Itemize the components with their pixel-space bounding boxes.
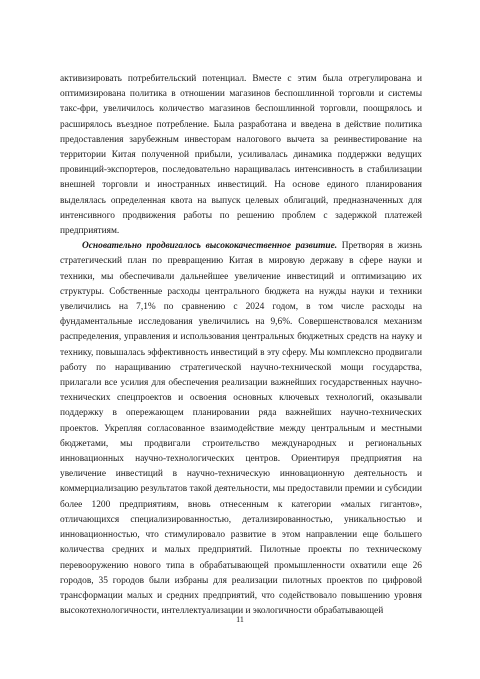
paragraph-text: активизировать потребительский потенциал. Вместе с этим была отрегулирована и оптимизирована политика в отношении магазинов беспошлинной торговли и системы такс-фри, увеличилось количество магазинов беспошлинной торговли, поощрялось и расширялось въездное потребление. Была разработана и введена в действие политика предоставления зарубежным инвесторам налогового вычета за реинвестирование на территории Китая полученной прибыли, усиливалась динамика поддержки ведущих провинций-экспортеров, последовательно наращивалась интенсивность в стабилизации внешней торговли и иностранных инвестиций. На основе единого планирования выделялась определенная квота на выпуск целевых облигаций, предназначенных для интенсивного продвижения работы по решению проблем с задержкой платежей предприятиям. [60, 74, 422, 237]
paragraph-high-quality-development [60, 239, 422, 619]
document-body [60, 72, 422, 619]
paragraph-lead-heading: Основательно продвигалось высококачественное развитие. [82, 241, 338, 252]
page-number: 11 [236, 615, 244, 624]
paragraph-continued [60, 72, 422, 239]
paragraph-text: Претворяя в жизнь стратегический план по превращению Китая в мировую державу в сфере науки и техники, мы обеспечивали дальнейшее увеличение инвестиций и оптимизацию их структуры. Собственные расходы центрального бюджета на нужды науки и техники увеличились на 7,1% по сравнению с 2024 годом, в том числе расходы на фундаментальные исследования увеличились на 9,6%. Совершенствовался механизм распределения, управления и использования центральных бюджетных средств на науку и технику, повышалась эффективность инвестиций в эту сферу. Мы комплексно продвигали работу по наращиванию стратегической научно-технической мощи государства, прилагали все усилия для обеспечения реализации важнейших государственных научно-технических спецпроектов и освоения основных ключевых технологий, оказывали поддержку в опережающем планировании ряда важнейших научно-технических проектов. Укрепляя согласованное взаимодействие между центральным и местными бюджетами, мы продвигали строительство международных и региональных инновационных научно-технологических центров. Ориентируя предприятия на увеличение инвестиций в научно-техническую инновационную деятельность и коммерциализацию результатов такой деятельности, мы предоставили премии и субсидии более 1200 предприятиям, вновь отнесенным к категории «малых гигантов», отличающихся специализированностью, детализированностью, уникальностью и инновационностью, что стимулировало развитие в этом направлении еще большего количества средних и малых предприятий. Пилотные проекты по техническому перевооружению нового типа в обрабатывающей промышленности охватили еще 26 городов, 35 городов были избраны для реализации пилотных проектов по цифровой трансформации малых и средних предприятий, что содействовало повышению уровня высокотехнологичности, интеллектуализации и экологичности обрабатывающей [60, 241, 422, 617]
